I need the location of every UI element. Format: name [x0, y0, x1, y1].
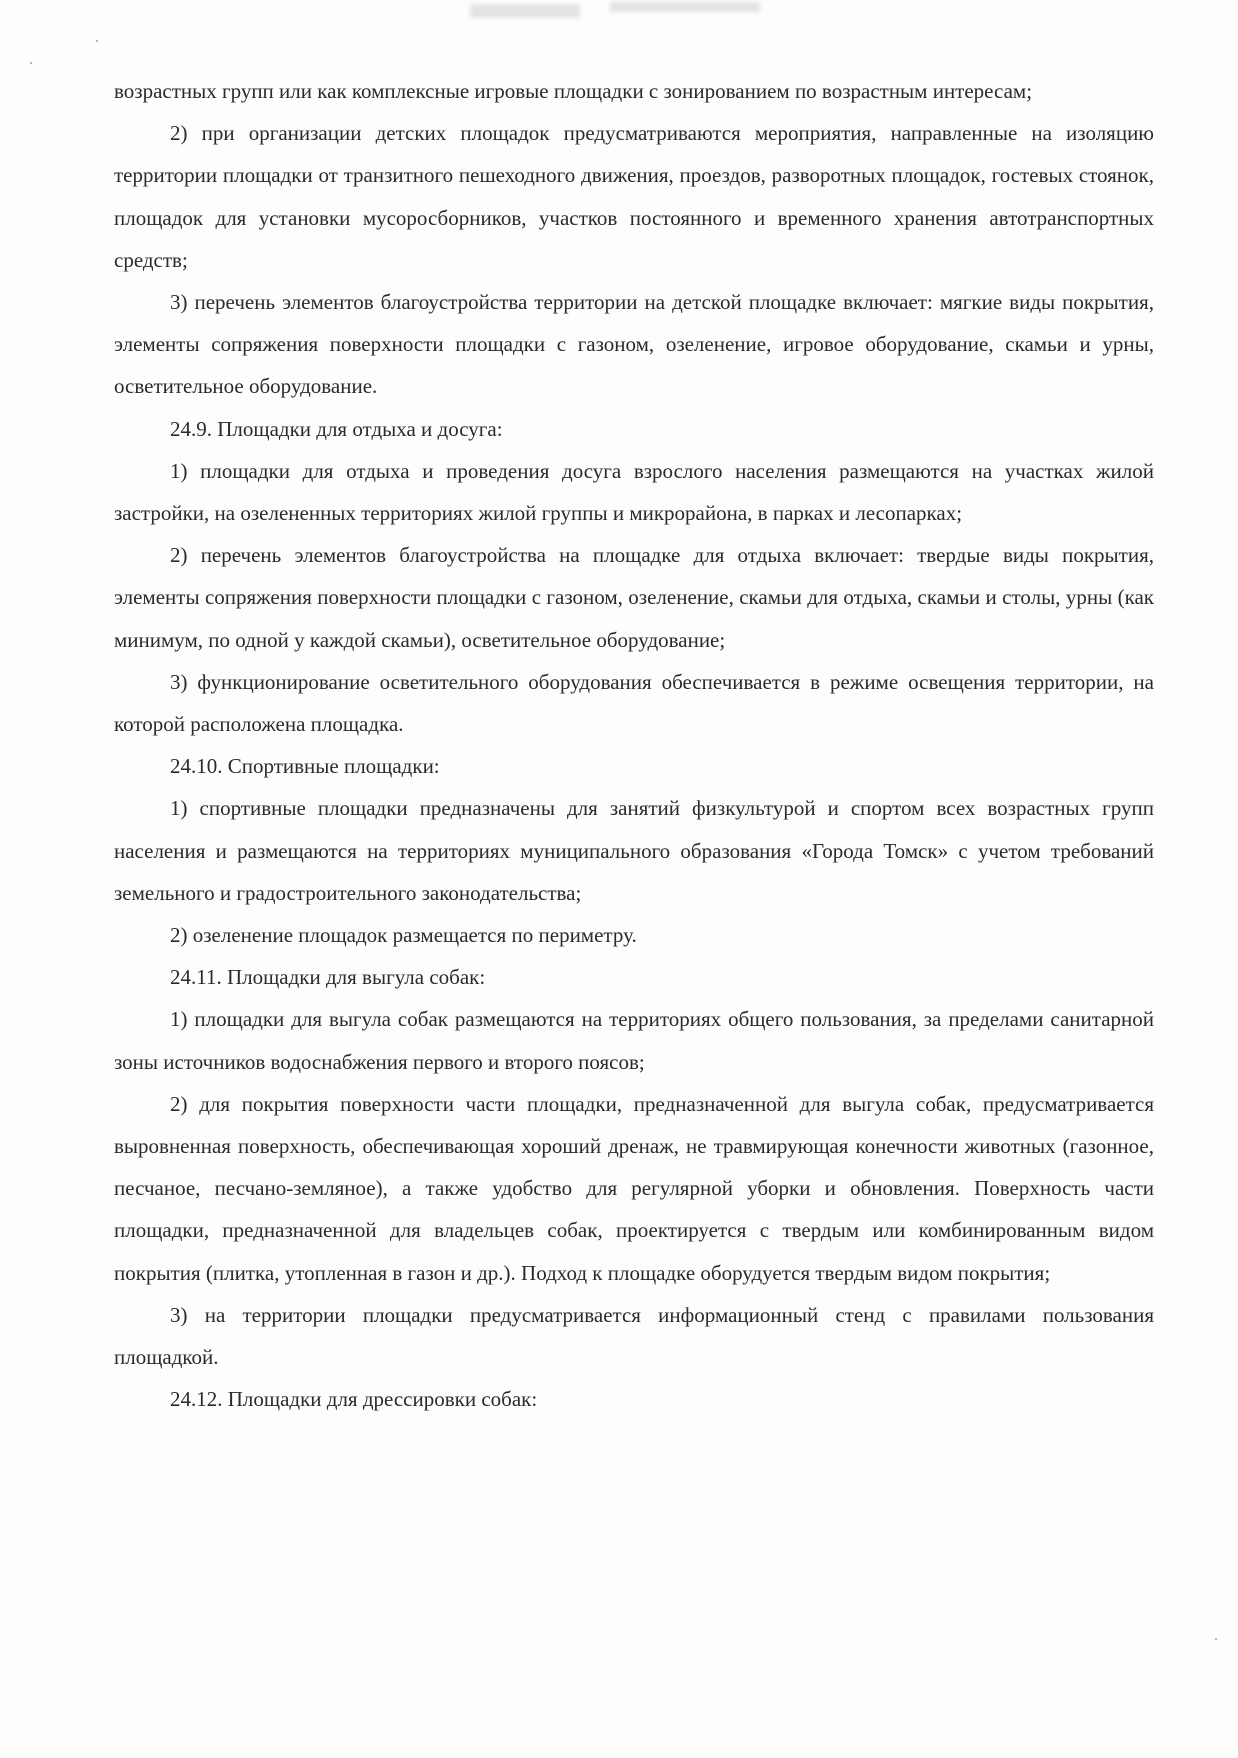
paragraph: 3) функционирование осветительного оборудования обеспечивается в режиме освещения территории, на которой расположена площадка.	[114, 669, 1154, 737]
document-body	[114, 70, 1154, 1421]
section-heading: 24.9. Площадки для отдыха и досуга:	[170, 416, 503, 441]
paragraph: 2) для покрытия поверхности части площадки, предназначенной для выгула собак, предусматривается выровненная поверхность, обеспечивающая хороший дренаж, не травмирующая конечности животных (газонное, песчаное, песчано-земляное), а также удобство для регулярной уборки и обновления. Поверхность части площадки, предназначенной для владельцев собак, проектируется с твердым или комбинированным видом покрытия (плитка, утопленная в газон и др.). Подход к площадке оборудуется твердым видом покрытия;	[114, 1091, 1154, 1285]
paragraph: 2) озеленение площадок размещается по периметру.	[170, 923, 637, 948]
paragraph: 1) площадки для выгула собак размещаются на территориях общего пользования, за пределами санитарной зоны источников водоснабжения первого и второго поясов;	[114, 1007, 1154, 1074]
section-heading: 24.11. Площадки для выгула собак:	[170, 965, 486, 990]
paragraph: 3) на территории площадки предусматривается информационный стенд с правилами пользования площадкой.	[114, 1302, 1154, 1370]
scan-dot	[1215, 1638, 1217, 1640]
scan-artifact	[610, 2, 760, 12]
paragraph: 2) при организации детских площадок предусматриваются мероприятия, направленные на изоляцию территории площадки от транзитного пешеходного движения, проездов, разворотных площадок, гостевых стоянок, площадок для установки мусоросборников, участков постоянного и временного хранения автотранспортных средств;	[114, 121, 1154, 272]
paragraph: 3) перечень элементов благоустройства территории на детской площадке включает: мягкие виды покрытия, элементы сопряжения поверхности площадки с газоном, озеленение, игровое оборудование, скамьи и урны, осветительное оборудование.	[114, 290, 1154, 399]
section-heading: 24.10. Спортивные площадки:	[170, 754, 440, 779]
scan-dot	[30, 62, 32, 64]
paragraph: 1) спортивные площадки предназначены для занятий физкультурой и спортом всех возрастных групп населения и размещаются на территориях муниципального образования «Города Томск» с учетом требований земельного и градостроительного законодательства;	[114, 796, 1154, 905]
section-heading: 24.12. Площадки для дрессировки собак:	[170, 1387, 538, 1412]
paragraph: 1) площадки для отдыха и проведения досуга взрослого населения размещаются на участках жилой застройки, на озелененных территориях жилой группы и микрорайона, в парках и лесопарках;	[114, 458, 1154, 526]
scan-artifact	[470, 4, 580, 18]
scan-dot	[96, 40, 98, 42]
paragraph: 2) перечень элементов благоустройства на площадке для отдыха включает: твердые виды покрытия, элементы сопряжения поверхности площадки с газоном, озеленение, скамьи для отдыха, скамьи и столы, урны (как минимум, по одной у каждой скамьи), осветительное оборудование;	[114, 543, 1154, 652]
paragraph: возрастных групп или как комплексные игровые площадки с зонированием по возрастным интересам;	[114, 79, 1033, 103]
